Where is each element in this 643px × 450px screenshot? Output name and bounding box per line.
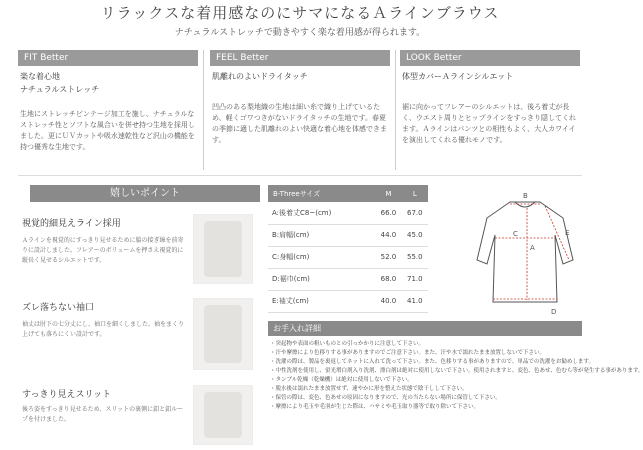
size-l-header: L bbox=[402, 185, 428, 202]
point-title: 視覚的細見えライン採用 bbox=[22, 219, 121, 229]
diagram-label-d: D bbox=[551, 308, 557, 316]
feature-feel bbox=[210, 50, 390, 146]
feature-look bbox=[400, 50, 580, 146]
feature-fit bbox=[18, 50, 198, 153]
table-row bbox=[268, 268, 428, 290]
row-label: D:裾巾(cm) bbox=[268, 268, 375, 290]
feature-fit-body: 生地にストレッチピンテージ加工を施し、ナチュラルなストレッチ性とソフトな風合いを併せ持つ生地を採用しました。更にＵＶカットや吸水速乾性など沢山の機能を持つ優秀な生地です。 bbox=[20, 110, 195, 151]
diagram-label-b: B bbox=[523, 192, 528, 200]
point-body: 袖丈は肘下の七分丈にし、袖口を細くしました。袖をまくり上げても落ちにくい設計です。 bbox=[22, 321, 185, 338]
table-row bbox=[268, 202, 428, 224]
page-subtitle: ナチュラルストレッチで動きやすく楽な着用感が得られます。 bbox=[174, 28, 426, 38]
size-m-value: 68.0 bbox=[375, 268, 401, 290]
size-l-value: 67.0 bbox=[402, 202, 428, 224]
column-divider bbox=[395, 50, 396, 170]
feature-feel-header: FEEL Better bbox=[210, 50, 390, 66]
row-label: B:肩幅(cm) bbox=[268, 224, 375, 246]
size-table bbox=[268, 185, 428, 313]
size-l-value: 41.0 bbox=[402, 290, 428, 312]
diagram-label-a: A bbox=[530, 244, 535, 252]
care-list bbox=[270, 340, 643, 412]
sleeve-photo bbox=[193, 298, 253, 370]
row-label: A:後着丈C8~(cm) bbox=[268, 202, 375, 224]
product-photo bbox=[193, 214, 253, 284]
list-item: ・突起物や表面の粗いものとの引っかかりに注意して下さい。 bbox=[270, 341, 425, 347]
section-divider bbox=[18, 175, 582, 176]
list-item: ・汗や摩擦により色移りする事がありますのでご注意下さい。また、汗や水で濡れたまま放置しないで下さい。 bbox=[270, 350, 546, 356]
size-l-value: 71.0 bbox=[402, 268, 428, 290]
feature-fit-heading: 楽な着心地 bbox=[20, 72, 60, 81]
size-m-value: 40.0 bbox=[375, 290, 401, 312]
table-row bbox=[268, 246, 428, 268]
feature-feel-body: 凹凸のある梨地織の生地は細い糸で織り上げているため、軽くゴワつきがないドライタッチの生地です。春夏の季節に適した肌離れのよい快適な着心地を体感できます。 bbox=[212, 103, 387, 144]
size-m-value: 66.0 bbox=[375, 202, 401, 224]
page-title: リラックスな着用感なのにサマになるＡラインブラウス bbox=[100, 4, 500, 22]
size-l-value: 45.0 bbox=[402, 224, 428, 246]
size-m-value: 52.0 bbox=[375, 246, 401, 268]
row-label: E:袖丈(cm) bbox=[268, 290, 375, 312]
point-body: Ａラインを視覚的にすっきり見せるために脇の接ぎ線を前寄りに設計しました。フレアーのボリュームを押さえ視覚的に縦長く見せるシルエットです。 bbox=[22, 237, 184, 264]
care-header: お手入れ詳細 bbox=[268, 321, 582, 336]
size-table-header: B-Threeサイズ bbox=[268, 185, 375, 202]
measurement-diagram bbox=[475, 190, 575, 320]
list-item: ・中性洗剤を使用し、蛍光増白剤入り洗剤、漂白剤は絶対に使用しないで下さい。使用されますと、変色、色あせ、色むら等が発生する事があります。 bbox=[270, 368, 643, 374]
table-row bbox=[268, 290, 428, 312]
feature-look-header: LOOK Better bbox=[400, 50, 580, 66]
size-l-value: 55.0 bbox=[402, 246, 428, 268]
list-item: ・保管の際は、変色、色あせの原因になりますので、光の当たらない場所に保管して下さい。 bbox=[270, 395, 501, 401]
point-title: ズレ落ちない袖口 bbox=[22, 303, 95, 313]
point-title: すっきり見えスリット bbox=[22, 390, 112, 400]
list-item: ・摩擦により毛玉や毛羽が生じた際は、ハサミや毛玉取り器等で取り除いて下さい。 bbox=[270, 404, 480, 410]
points-header: 嬉しいポイント bbox=[30, 185, 260, 202]
diagram-label-e: E bbox=[565, 229, 570, 237]
list-item: ・脱水後は濡れたまま放置せず、速やかに形を整えた状態で陰干しして下さい。 bbox=[270, 386, 468, 392]
feature-look-body: 裾に向かってフレアーのシルエットは、後ろ着丈が長く、ウエスト周りとヒップラインをすっきり隠してくれます。Ａラインはパンツとの相性もよく、大人カワイイを演出してくれる優れモノです。 bbox=[402, 103, 577, 144]
slit-photo bbox=[193, 385, 253, 445]
feature-fit-header: FIT Better bbox=[18, 50, 198, 66]
feature-fit-subheading: ナチュラルストレッチ bbox=[20, 85, 100, 94]
feature-look-heading: 体型カバーＡラインシルエット bbox=[402, 72, 514, 81]
feature-feel-heading: 肌離れのよいドライタッチ bbox=[212, 72, 308, 81]
list-item: ・タンブル乾燥（乾燥機）は絶対に使用しないで下さい。 bbox=[270, 377, 413, 383]
column-divider bbox=[203, 50, 204, 170]
row-label: C:身幅(cm) bbox=[268, 246, 375, 268]
diagram-label-c: C bbox=[513, 230, 518, 238]
size-m-value: 44.0 bbox=[375, 224, 401, 246]
size-m-header: M bbox=[375, 185, 401, 202]
point-body: 後ろ姿をすっきり見せるため、スリットの裏側に釦と釦ループを付けました。 bbox=[22, 406, 184, 423]
list-item: ・洗濯の際は、製品を裏返してネットに入れて洗って下さい。また、色移りする事がありますので、単品での洗濯をお勧めします。 bbox=[270, 359, 594, 365]
table-row bbox=[268, 224, 428, 246]
